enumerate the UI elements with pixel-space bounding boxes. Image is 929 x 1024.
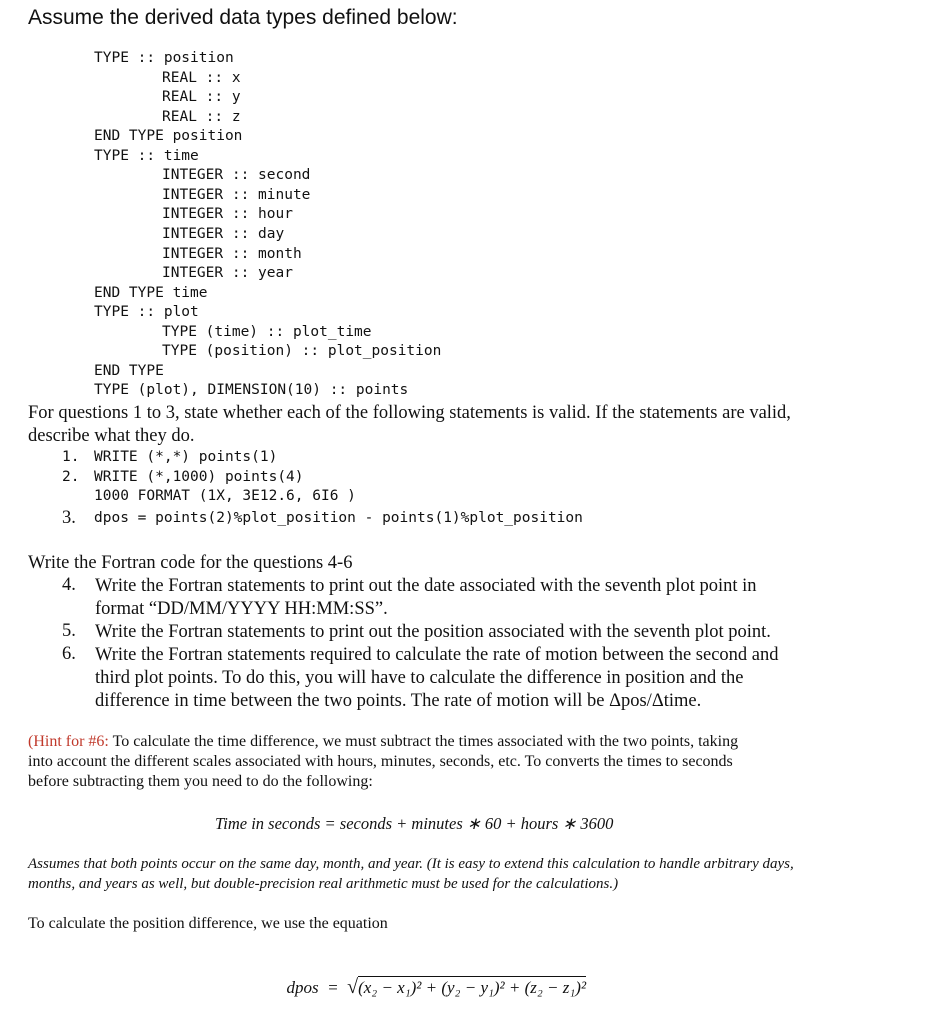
q6-line1: Write the Fortran statements required to calculate the rate of motion between the second and (95, 645, 779, 665)
time-in-seconds-formula: Time in seconds = seconds + minutes ∗ 60 + hours ∗ 3600 (215, 814, 614, 833)
code-line: REAL :: y (162, 89, 241, 106)
q3-number: 3. (62, 508, 76, 528)
code-line: REAL :: z (162, 108, 241, 125)
code-line: INTEGER :: hour (162, 206, 293, 223)
q1-3-intro-line1: For questions 1 to 3, state whether each of the following statements is valid. If the statements are valid, (28, 403, 791, 423)
page-heading: Assume the derived data types defined below: (28, 6, 458, 29)
hint-line1 (28, 732, 738, 752)
code-line: TYPE :: position (94, 50, 234, 66)
q1-3-intro-line2: describe what they do. (28, 426, 195, 446)
q4-line1: Write the Fortran statements to print out the date associated with the seventh plot point in (95, 576, 757, 596)
code-line: INTEGER :: month (162, 245, 302, 262)
code-line: END TYPE (94, 362, 164, 379)
code-line: TYPE (plot), DIMENSION(10) :: points (94, 382, 409, 399)
q4-number: 4. (62, 575, 76, 595)
q5-number: 5. (62, 621, 76, 641)
hint-text1: To calculate the time difference, we must subtract the times associated with the two points, taking (108, 733, 739, 750)
hint-label: Hint for #6: (33, 733, 109, 750)
code-line: REAL :: x (162, 69, 241, 86)
q2-code: WRITE (*,1000) points(4) (94, 469, 304, 485)
code-line: TYPE :: plot (94, 304, 199, 321)
code-line: TYPE :: time (94, 147, 199, 164)
q1-number: 1. (62, 449, 80, 465)
code-line: INTEGER :: year (162, 265, 293, 282)
q1-code: WRITE (*,*) points(1) (94, 449, 278, 465)
code-line: TYPE (time) :: plot_time (162, 323, 372, 340)
assumption-line1: Assumes that both points occur on the same day, month, and year. (It is easy to extend this calculation to handle arbitrary days, (28, 856, 794, 872)
code-line: INTEGER :: minute (162, 186, 311, 203)
dpos-lhs: dpos = (286, 978, 348, 997)
code-line: END TYPE time (94, 284, 208, 301)
code-line: END TYPE position (94, 128, 243, 145)
hint-line3: before subtracting them you need to do the following: (28, 773, 373, 790)
hint-paren: ( (28, 733, 34, 750)
q3-code: dpos = points(2)%plot_position - points(1)%plot_position (94, 510, 583, 526)
q2-format-code: 1000 FORMAT (1X, 3E12.6, 6I6 ) (94, 488, 356, 504)
code-line: INTEGER :: second (162, 167, 311, 184)
q6-line3: difference in time between the two points. The rate of motion will be Δpos/Δtime. (95, 691, 702, 711)
q2-number: 2. (62, 469, 80, 485)
hint-line2: into account the different scales associated with hours, minutes, seconds, etc. To converts the times to seconds (28, 753, 733, 770)
dpos-formula (278, 956, 586, 999)
dpos-rhs: (x₂ − x₁)² + (y₂ − y₁)² + (z₂ − z₁)² (358, 978, 587, 997)
q4-6-intro: Write the Fortran code for the questions 4-6 (28, 553, 353, 573)
q6-number: 6. (62, 644, 76, 664)
assumption-line2: months, and years as well, but double-precision real arithmetic must be used for the calculations.) (28, 876, 619, 892)
q6-line2: third plot points. To do this, you will have to calculate the difference in position and the (95, 668, 744, 688)
position-difference-intro: To calculate the position difference, we use the equation (28, 915, 388, 932)
sqrt-symbol: √ (347, 976, 359, 998)
code-line: TYPE (position) :: plot_position (162, 343, 442, 360)
code-line: INTEGER :: day (162, 225, 285, 242)
q4-line2: format “DD/MM/YYYY HH:MM:SS”. (95, 599, 388, 619)
q5-line1: Write the Fortran statements to print out the position associated with the seventh plot point. (95, 622, 771, 642)
